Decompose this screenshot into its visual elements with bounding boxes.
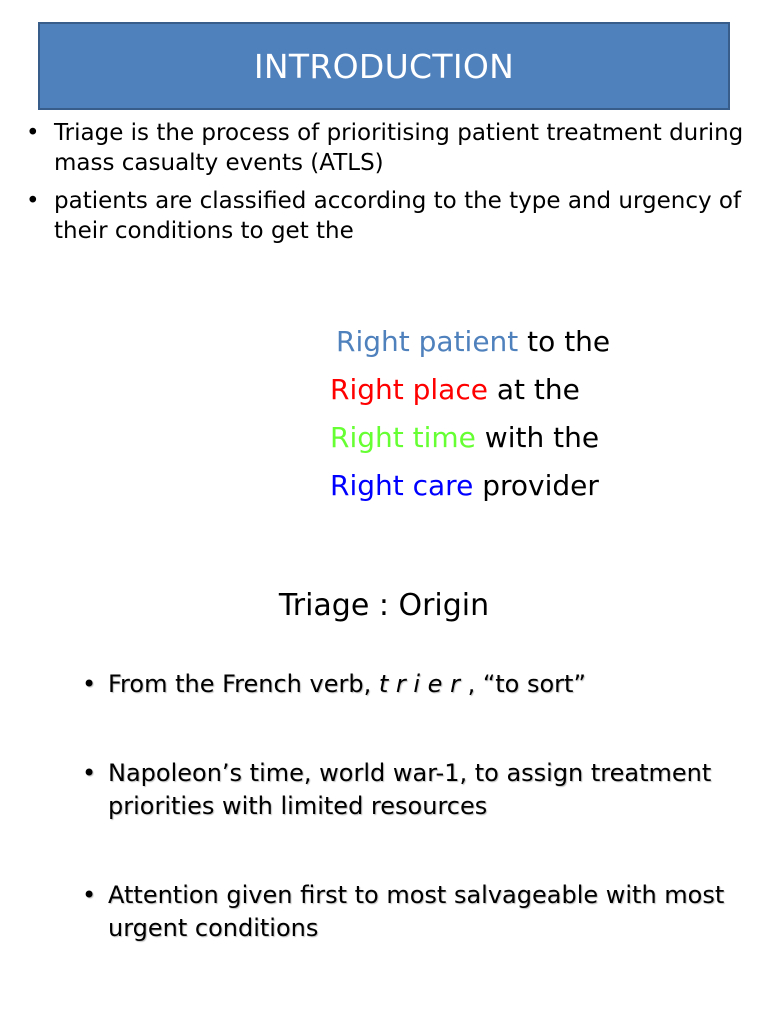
page-title: INTRODUCTION (253, 46, 515, 86)
intro-bullet-text: Triage is the process of prioritising patient treatment during mass casualty events (ATLS) (54, 120, 744, 176)
origin-bullet-text: Attention given first to most salvageable with most urgent conditions (108, 881, 725, 942)
right-list-line (330, 414, 750, 462)
right-list-colored-text: Right patient (336, 325, 519, 358)
right-list-rest-text: to the (518, 325, 611, 358)
intro-bullet-item (24, 118, 744, 178)
bullet-icon: • (82, 670, 97, 698)
right-list-line (330, 462, 750, 510)
origin-bullet-prefix: From the French verb, (108, 670, 379, 698)
bullet-icon: • (82, 881, 97, 909)
intro-bullet-text: patients are classified according to the type and urgency of their conditions to get the (54, 188, 742, 244)
origin-bullet-item (80, 879, 740, 945)
origin-bullet-italic-word: t r i e r (378, 670, 460, 698)
right-list-rest-text: with the (475, 421, 600, 454)
origin-bullet-suffix: , “to sort” (459, 670, 586, 698)
origin-bullet-text: Napoleon’s time, world war-1, to assign treatment priorities with limited resources (108, 759, 712, 820)
right-list-line (330, 318, 750, 366)
origin-heading-text: Triage : Origin (278, 588, 490, 623)
right-list-colored-text: Right place (330, 373, 488, 406)
origin-bullet-item (80, 668, 740, 701)
origin-bullet-list (80, 668, 740, 945)
right-list-line (330, 366, 750, 414)
bullet-icon: • (82, 759, 97, 787)
origin-bullet-item (80, 757, 740, 823)
title-banner (38, 22, 730, 110)
right-list (330, 318, 750, 510)
right-list-colored-text: Right care (330, 469, 474, 502)
right-list-colored-text: Right time (330, 421, 476, 454)
intro-bullet-list (24, 118, 744, 254)
right-list-rest-text: provider (473, 469, 599, 502)
intro-bullet-item (24, 186, 744, 246)
bullet-icon: • (26, 188, 40, 214)
bullet-icon: • (26, 120, 40, 146)
origin-heading (0, 588, 768, 623)
right-list-rest-text: at the (487, 373, 580, 406)
